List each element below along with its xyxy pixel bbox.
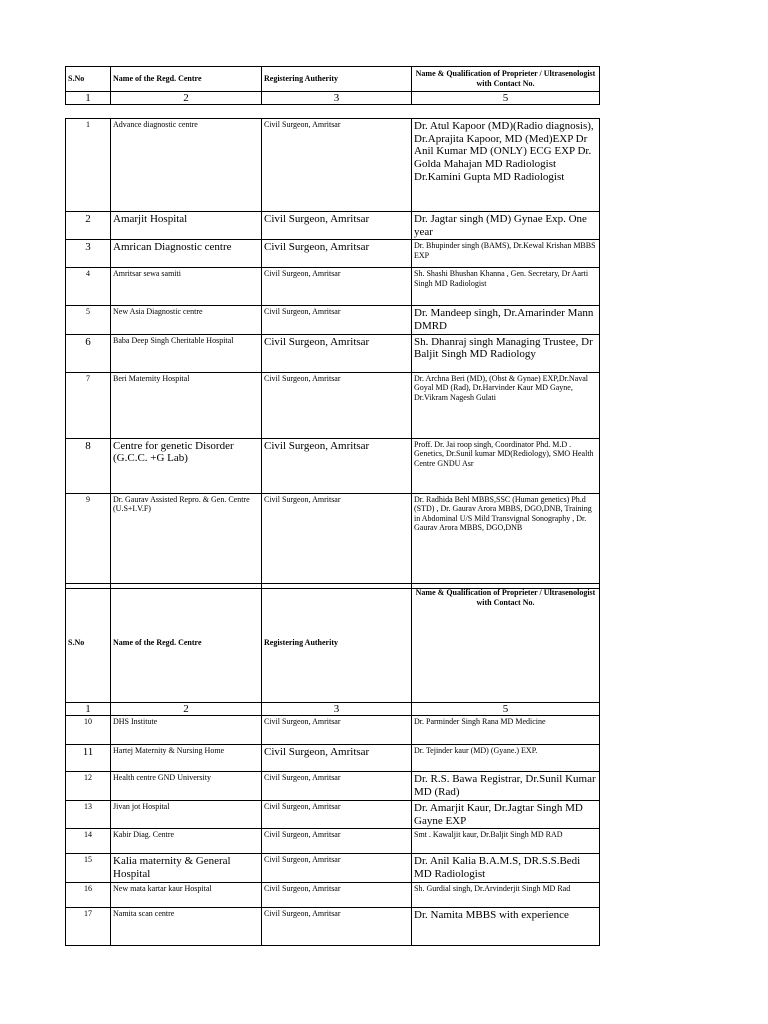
registry-table-part1 bbox=[65, 118, 600, 589]
row-centre: Health centre GND University bbox=[111, 772, 262, 801]
row-centre: Hartej Maternity & Nursing Home bbox=[111, 745, 262, 772]
table-row bbox=[66, 907, 600, 945]
col-number: 2 bbox=[111, 92, 262, 105]
row-sno: 14 bbox=[66, 829, 111, 854]
row-authority: Civil Surgeon, Amritsar bbox=[262, 334, 412, 372]
row-proprietor: Dr. Tejinder kaur (MD) (Gyane.) EXP. bbox=[412, 745, 600, 772]
row-authority: Civil Surgeon, Amritsar bbox=[262, 372, 412, 438]
row-proprietor: Dr. Atul Kapoor (MD)(Radio diagnosis), Dr.Aprajita Kapoor, MD (Med)EXP Dr Anil Kumar MD (ONLY) ECG EXP Dr. Golda Mahajan MD Radiologist Dr.Kamini Gupta MD Radiologist bbox=[412, 119, 600, 212]
header-centre: Name of the Regd. Centre bbox=[111, 67, 262, 92]
col-number: 1 bbox=[66, 703, 111, 716]
row-centre: Dr. Gaurav Assisted Repro. & Gen. Centre (U.S+I.V.F) bbox=[111, 493, 262, 588]
table-row bbox=[66, 716, 600, 745]
row-centre: DHS Institute bbox=[111, 716, 262, 745]
registry-table-part2 bbox=[65, 583, 600, 946]
col-number: 2 bbox=[111, 703, 262, 716]
row-sno: 7 bbox=[66, 372, 111, 438]
table-row bbox=[66, 493, 600, 588]
row-centre: Kabir Diag. Centre bbox=[111, 829, 262, 854]
row-sno: 8 bbox=[66, 438, 111, 493]
row-authority: Civil Surgeon, Amritsar bbox=[262, 745, 412, 772]
row-sno: 11 bbox=[66, 745, 111, 772]
col-number: 3 bbox=[262, 92, 412, 105]
row-proprietor: Sh. Dhanraj singh Managing Trustee, Dr Baljit Singh MD Radiology bbox=[412, 334, 600, 372]
row-authority: Civil Surgeon, Amritsar bbox=[262, 801, 412, 829]
row-centre: Centre for genetic Disorder (G.C.C. +G Lab) bbox=[111, 438, 262, 493]
row-centre: Amarjit Hospital bbox=[111, 212, 262, 240]
row-sno: 3 bbox=[66, 240, 111, 268]
row-proprietor: Dr. Amarjit Kaur, Dr.Jagtar Singh MD Gayne EXP bbox=[412, 801, 600, 829]
row-proprietor: Dr. Mandeep singh, Dr.Amarinder Mann DMRD bbox=[412, 306, 600, 334]
row-proprietor: Proff. Dr. Jai roop singh, Coordinator Phd. M.D . Genetics, Dr.Sunil kumar MD(Rediology), SMO Health Centre GNDU Asr bbox=[412, 438, 600, 493]
table-row bbox=[66, 438, 600, 493]
table-row bbox=[66, 268, 600, 306]
table-row bbox=[66, 334, 600, 372]
header-proprietor: Name & Qualification of Proprieter / Ultrasenologist with Contact No. bbox=[412, 67, 600, 92]
col-number: 3 bbox=[262, 703, 412, 716]
row-centre: Baba Deep Singh Cheritable Hospital bbox=[111, 334, 262, 372]
row-authority: Civil Surgeon, Amritsar bbox=[262, 829, 412, 854]
table-row bbox=[66, 772, 600, 801]
row-sno: 16 bbox=[66, 882, 111, 907]
row-proprietor: Sh. Gurdial singh, Dr.Arvinderjit Singh MD Rad bbox=[412, 882, 600, 907]
table-row bbox=[66, 854, 600, 882]
table-row bbox=[66, 306, 600, 334]
row-sno: 9 bbox=[66, 493, 111, 588]
row-centre: Advance diagnostic centre bbox=[111, 119, 262, 212]
row-sno: 13 bbox=[66, 801, 111, 829]
row-centre: Amrican Diagnostic centre bbox=[111, 240, 262, 268]
row-proprietor: Dr. Namita MBBS with experience bbox=[412, 907, 600, 945]
header-sno: S.No bbox=[66, 67, 111, 92]
row-authority: Civil Surgeon, Amritsar bbox=[262, 493, 412, 588]
row-sno: 6 bbox=[66, 334, 111, 372]
table-row bbox=[66, 745, 600, 772]
row-centre: New Asia Diagnostic centre bbox=[111, 306, 262, 334]
row-authority: Civil Surgeon, Amritsar bbox=[262, 882, 412, 907]
row-authority: Civil Surgeon, Amritsar bbox=[262, 716, 412, 745]
row-sno: 1 bbox=[66, 119, 111, 212]
row-proprietor: Dr. Bhupinder singh (BAMS), Dr.Kewal Krishan MBBS EXP bbox=[412, 240, 600, 268]
row-proprietor: Dr. Parminder Singh Rana MD Medicine bbox=[412, 716, 600, 745]
table-row bbox=[66, 212, 600, 240]
row-proprietor: Dr. Archna Beri (MD), (Obst & Gynae) EXP,Dr.Naval Goyal MD (Rad), Dr.Harvinder Kaur MD Gayne, Dr.Vikram Nagesh Gulati bbox=[412, 372, 600, 438]
row-centre: New mata kartar kaur Hospital bbox=[111, 882, 262, 907]
header-centre: Name of the Regd. Centre bbox=[111, 584, 262, 703]
table-row bbox=[66, 882, 600, 907]
row-authority: Civil Surgeon, Amritsar bbox=[262, 306, 412, 334]
row-authority: Civil Surgeon, Amritsar bbox=[262, 240, 412, 268]
header-table bbox=[65, 66, 600, 105]
row-centre: Beri Maternity Hospital bbox=[111, 372, 262, 438]
row-sno: 4 bbox=[66, 268, 111, 306]
row-authority: Civil Surgeon, Amritsar bbox=[262, 907, 412, 945]
table-row bbox=[66, 801, 600, 829]
table-row bbox=[66, 372, 600, 438]
row-authority: Civil Surgeon, Amritsar bbox=[262, 772, 412, 801]
row-authority: Civil Surgeon, Amritsar bbox=[262, 119, 412, 212]
row-authority: Civil Surgeon, Amritsar bbox=[262, 854, 412, 882]
row-proprietor: Smt . Kawaljit kaur, Dr.Baljit Singh MD RAD bbox=[412, 829, 600, 854]
table-row bbox=[66, 119, 600, 212]
row-sno: 17 bbox=[66, 907, 111, 945]
row-sno: 10 bbox=[66, 716, 111, 745]
row-sno: 5 bbox=[66, 306, 111, 334]
row-proprietor: Dr. Anil Kalia B.A.M.S, DR.S.S.Bedi MD Radiologist bbox=[412, 854, 600, 882]
row-centre: Amritsar sewa samiti bbox=[111, 268, 262, 306]
row-authority: Civil Surgeon, Amritsar bbox=[262, 438, 412, 493]
row-sno: 12 bbox=[66, 772, 111, 801]
header-authority: Registering Autherity bbox=[262, 584, 412, 703]
row-centre: Jivan jot Hospital bbox=[111, 801, 262, 829]
header-authority: Registering Autherity bbox=[262, 67, 412, 92]
col-number: 5 bbox=[412, 703, 600, 716]
row-authority: Civil Surgeon, Amritsar bbox=[262, 268, 412, 306]
row-authority: Civil Surgeon, Amritsar bbox=[262, 212, 412, 240]
row-centre: Kalia maternity & General Hospital bbox=[111, 854, 262, 882]
row-proprietor: Dr. R.S. Bawa Registrar, Dr.Sunil Kumar MD (Rad) bbox=[412, 772, 600, 801]
header-sno: S.No bbox=[66, 584, 111, 703]
row-centre: Namita scan centre bbox=[111, 907, 262, 945]
col-number: 1 bbox=[66, 92, 111, 105]
row-proprietor: Dr. Radhida Behl MBBS,SSC (Human genetics) Ph.d (STD) , Dr. Gaurav Arora MBBS, DGO,DNB, Training in Abdominal U/S Mild Transvignal Sonography , Dr. Gaurav Arora MBBS, DGO,DNB bbox=[412, 493, 600, 588]
row-proprietor: Dr. Jagtar singh (MD) Gynae Exp. One year bbox=[412, 212, 600, 240]
col-number: 5 bbox=[412, 92, 600, 105]
header-proprietor: Name & Qualification of Proprieter / Ultrasenologist with Contact No. bbox=[412, 584, 600, 703]
table-row bbox=[66, 240, 600, 268]
table-row bbox=[66, 829, 600, 854]
row-sno: 15 bbox=[66, 854, 111, 882]
row-sno: 2 bbox=[66, 212, 111, 240]
row-proprietor: Sh. Shashi Bhushan Khanna , Gen. Secretary, Dr Aarti Singh MD Radiologist bbox=[412, 268, 600, 306]
